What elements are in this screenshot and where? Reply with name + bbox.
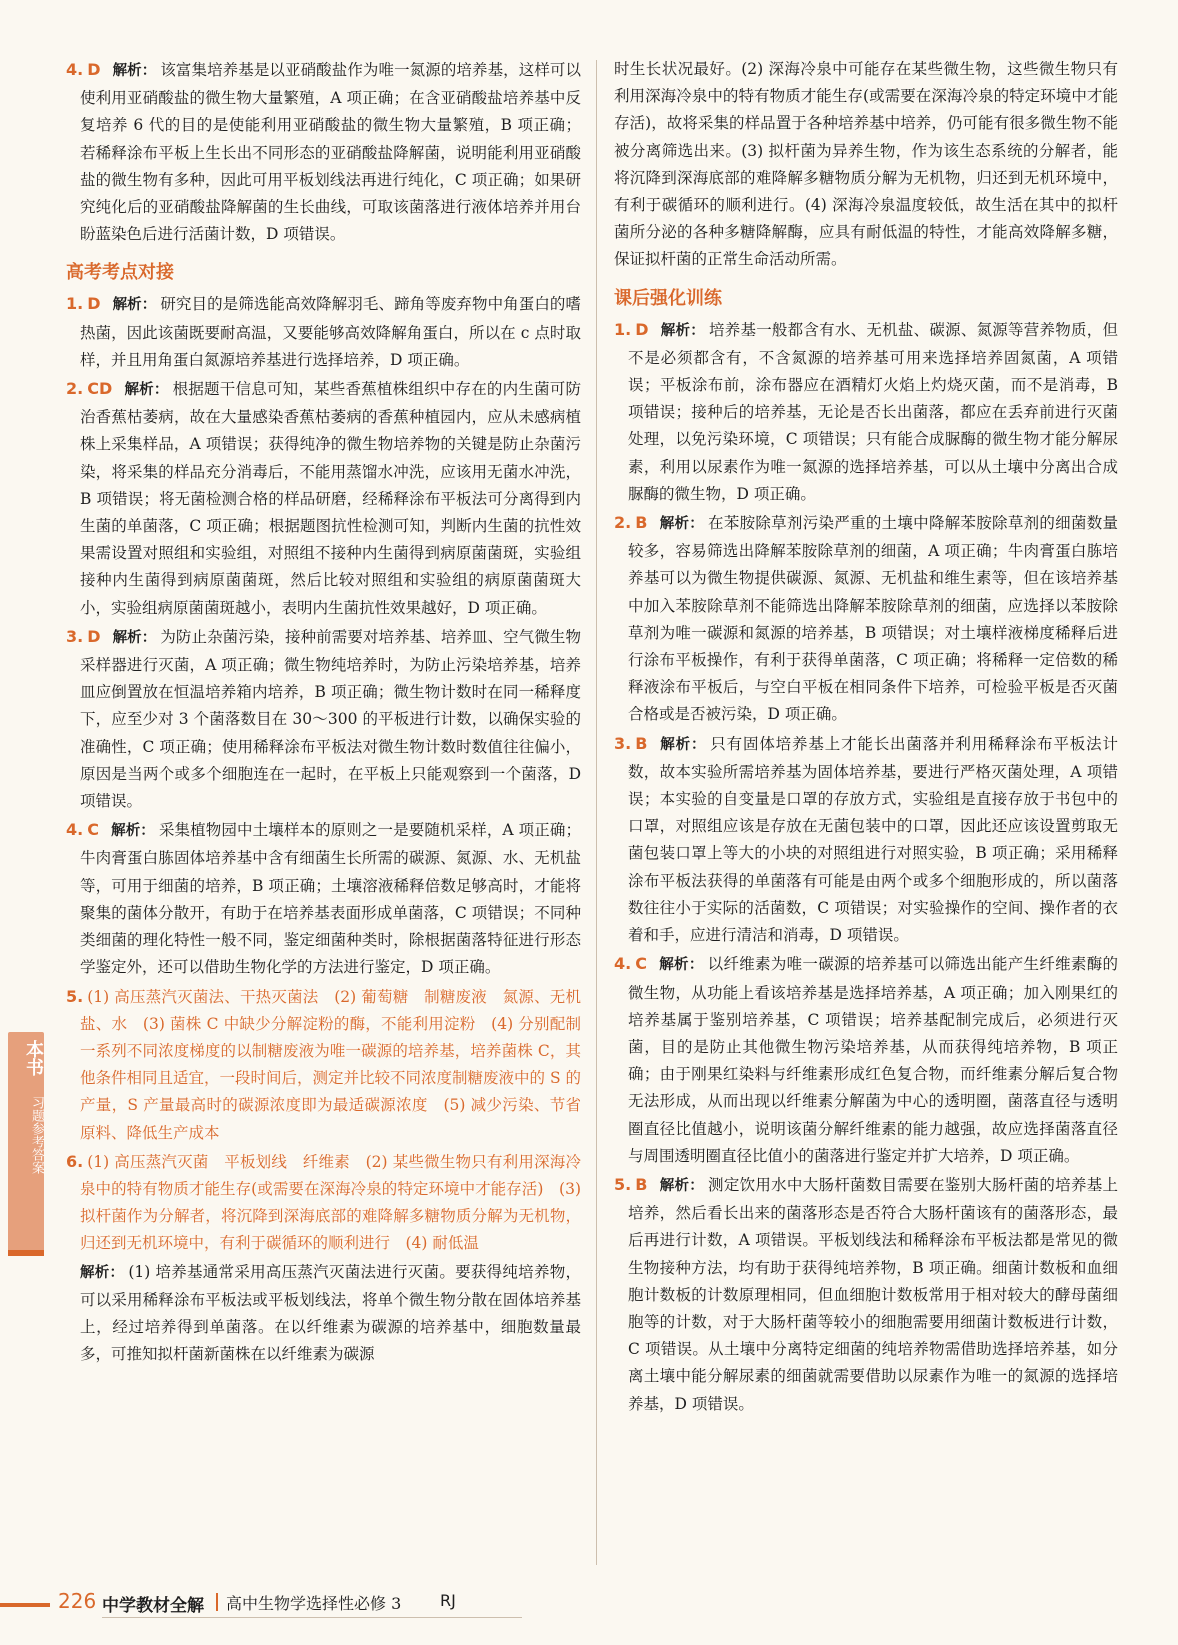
answer-item [614,509,1118,729]
item-text: 测定饮用水中大肠杆菌数目需要在鉴别大肠杆菌的培养基上培养，然后看长出来的菌落形态是否符合大肠杆菌该有的菌落形态，最后再进行计数，A 项错误。平板划线法和稀释涂布平板法都是常见的微生物接种方法，均有助于获得纯培养物，B 项正确。细菌计数板和血细胞计数板的计数原理相同，但血细胞计数板常用于相对较大的酵母菌细胞等的计数，对于大肠杆菌等较小的细胞需要用细菌计数板进行计数，C 项错误。从土壤中分离特定细菌的纯培养物需借助选择培养基，如分离土壤中能分解尿素的细菌就需要借助以尿素作为唯一的氮源的选择培养基，D 项错误。 [628,1175,1118,1413]
item-answer: D [87,60,101,79]
item-text: 研究目的是筛选能高效降解羽毛、蹄角等废弃物中角蛋白的嗜热菌，因此该菌既要耐高温，又要能够高效降解角蛋白，所以在 c 点时取样，并且用角蛋白氮源培养基进行选择培养，D 项正确。 [80,295,581,369]
side-tab-subtitle: 习题参考答案 [29,1096,44,1174]
answer-item [66,375,581,622]
item-label: 解析： [112,297,157,314]
answer-item [614,730,1118,950]
item-number: 6. [66,1151,84,1171]
item-number: 3. [66,626,84,646]
item-text: 以纤维素为唯一碳源的培养基可以筛选出能产生纤维素酶的微生物，从功能上看该培养基是选择培养基，A 项正确；加入刚果红的培养基属于鉴别培养基，C 项错误；培养基配制完成后，必须进行灭菌，目的是防止其他微生物污染培养基，从而获得纯培养物，B 项正确；由于刚果红染料与纤维素形成红色复合物，而纤维素分解后复合物无法形成，从而出现以纤维素分解菌为中心的透明圈，菌落直径与透明圈直径比值越小，说明该菌分解纤维素的能力越强，故应选择菌落直径与周围透明圈直径比值小的菌落进行鉴定并扩大培养，D 项正确。 [628,955,1118,1165]
item-label: 解析： [110,823,155,840]
item-number: 2. [66,379,84,399]
answer-item [66,290,581,374]
item-text: 根据题干信息可知，某些香蕉植株组织中存在的内生菌可防治香蕉枯萎病，故在大量感染香蕉枯萎病的香蕉种植园内，应从未感病植株上采集样品，A 项错误；获得纯净的微生物培养物的关键是防止杂菌污染，将采集的样品充分消毒后，不能用蒸馏水冲洗，应该用无菌水冲洗，B 项错误；将无菌检测合格的样品研磨，经稀释涂布平板法可分离得到内生菌的单菌落，C 项正确；根据题图抗性检测可知，判断内生菌的抗性效果需设置对照组和实验组，对照组不接种内生菌得到病原菌菌斑，实验组接种内生菌得到病原菌菌斑，然后比较对照组和实验组的病原菌菌斑大小，实验组病原菌菌斑越小，表明内生菌抗性效果越好，D 项正确。 [80,380,582,617]
item-number: 1. [66,294,84,314]
right-column [614,56,1118,1419]
answer-item [66,56,581,248]
page-number: 226 [58,1589,97,1613]
item-text: 该富集培养基是以亚硝酸盐作为唯一氮源的培养基，这样可以使利用亚硝酸盐的微生物大量繁殖，A 项正确；在含亚硝酸盐培养基中反复培养 6 代的目的是使能利用亚硝酸盐的微生物大量繁殖，B 项正确；若稀释涂布平板上生长出不同形态的亚硝酸盐降解菌，说明能利用亚硝酸盐的微生物有多种，因此可用平板划线法再进行纯化，C 项正确；如果研究纯化后的亚硝酸盐降解菌的生长曲线，可取该菌落进行液体培养并用台盼蓝染色后进行活菌计数，D 项错误。 [80,61,581,244]
item-number: 4. [66,820,84,840]
footer-separator [216,1593,218,1611]
item-number: 4. [66,60,84,79]
item-answer: C [87,820,99,840]
item-answer: CD [87,379,113,399]
edition-code: RJ [440,1591,456,1610]
item-text: (1) 培养基通常采用高压蒸汽灭菌法进行灭菌。要获得纯培养物，可以采用稀释涂布平板法或平板划线法，将单个微生物分散在固体培养基上，经过培养得到单菌落。在以纤维素为碳源的培养基中，细胞数量最多，可推知拟杆菌新菌株在以纤维素为碳源 [80,1262,581,1364]
answer-item [614,950,1118,1170]
item-number: 5. [614,1174,632,1194]
answer-item [66,1148,581,1258]
footer-accent-bar [0,1603,50,1607]
item-text: 时生长状况最好。(2) 深海冷泉中可能存在某些微生物，这些微生物只有利用深海冷泉中的特有物质才能生存(或需要在深海冷泉的特定环境中才能存活)，故将采集的样品置于各种培养基中培养，仍可能有很多微生物不能被分离筛选出来。(3) 拟杆菌为异养生物，作为该生态系统的分解者，能将沉降到深海底部的难降解多糖物质分解为无机物，归还到无机环境中，有利于碳循环的顺利进行。(4) 深海冷泉温度较低，故生活在其中的拟杆菌所分泌的各种多糖降解酶，应具有耐低温的特性，才能高效降解多糖，保证拟杆菌的正常生命活动所需。 [614,60,1118,269]
item-label: 解析： [659,516,705,533]
left-column [66,56,581,1369]
item-label: 解析： [124,382,169,399]
item-text: 只有固体培养基上才能长出菌落并利用稀释涂布平板法计数，故本实验所需培养基为固体培养基，要进行严格灭菌处理，A 项错误；本实验的自变量是口罩的存放方式，实验组是直接存放于书包中的口罩，对照组应该是存放在无菌包装中的口罩，因此还应该设置剪取无菌包装口罩上等大的小块的对照组进行对照实验，B 项正确；采用稀释涂布平板法获得的单菌落有可能是由两个或多个细胞形成的，所以菌落数往往小于实际的活菌数，C 项错误；对实验操作的空间、操作者的衣着和手，应进行清洁和消毒，D 项错误。 [628,734,1118,945]
analysis-paragraph [66,1259,581,1369]
item-answer: B [635,733,648,753]
item-answer: D [635,319,649,339]
answer-item [66,816,581,981]
item-label: 解析： [80,1264,125,1281]
item-answer: D [87,294,101,314]
answer-item [614,1171,1118,1418]
footer-rule [102,1617,522,1618]
item-number: 3. [614,733,632,753]
section-heading: 课后强化训练 [614,287,722,309]
page-footer [0,1585,1178,1625]
item-label: 解析： [112,63,157,79]
item-label: 解析： [658,957,704,974]
item-answer: D [87,626,101,646]
item-text: 在苯胺除草剂污染严重的土壤中降解苯胺除草剂的细菌数量较多，容易筛选出降解苯胺除草剂的细菌，A 项正确；牛肉膏蛋白胨培养基可以为微生物提供碳源、氮源、无机盐和维生素等，但在该培养基中加入苯胺除草剂不能筛选出降解苯胺除草剂的细菌，应选择以苯胺除草剂为唯一碳源和氮源的培养基，B 项错误；对土壤样液梯度稀释后进行涂布平板操作，有利于获得单菌落，C 项正确；将稀释一定倍数的稀释液涂布平板后，与空白平板在相同条件下培养，可检验平板是否灭菌合格或是否被污染，D 项正确。 [628,514,1118,724]
answer-item [66,623,581,815]
item-answer: C [635,954,647,974]
item-number: 4. [614,954,632,974]
item-label: 解析： [660,322,705,339]
side-tab-title: 本书 [23,1040,44,1076]
answer-item [66,983,581,1147]
item-label: 解析： [112,629,157,646]
answer-item [614,316,1118,508]
column-divider [596,60,597,1565]
item-text: (1) 高压蒸汽灭菌法、干热灭菌法 (2) 葡萄糖 制糖废液 氮源、无机盐、水 (3) 菌株 C 中缺少分解淀粉的酶，不能利用淀粉 (4) 分别配制一系列不同浓度梯度的以制糖废液为唯一碳源的培养基，培养菌株 C，其他条件相同且适宜，一段时间后，测定并比较不同浓度制糖废液中的 S 的产量，S 产量最高时的碳源浓度即为最适碳源浓度 (5) 减少污染、节省原料、降低生产成本 [80,987,581,1142]
item-text: 培养基一般都含有水、无机盐、碳源、氮源等营养物质，但不是必须都含有，不含氮源的培养基可用来选择培养固氮菌，A 项错误；平板涂布前，涂布器应在酒精灯火焰上灼烧灭菌，而不是消毒，B 项错误；接种后的培养基，无论是否长出菌落，都应在丢弃前进行灭菌处理，以免污染环境，C 项错误；只有能合成脲酶的微生物才能分解尿素，利用以尿素作为唯一氮源的选择培养基，可以从土壤中分离出合成脲酶的微生物，D 项正确。 [628,320,1118,503]
continuation-paragraph [614,56,1118,274]
item-label: 解析： [659,1177,705,1194]
subject-title: 高中生物学选择性必修 3 [226,1594,402,1613]
book-title: 中学教材全解 [102,1596,204,1616]
item-number: 1. [614,319,632,339]
item-answer: B [635,513,648,533]
item-text: 为防止杂菌污染，接种前需要对培养基、培养皿、空气微生物采样器进行灭菌，A 项正确；微生物纯培养时，为防止污染培养基，培养皿应倒置放在恒温培养箱内培养，B 项正确；微生物计数时在同一稀释度下，应至少对 3 个菌落数目在 30～300 的平板进行计数，以确保实验的准确性，C 项正确；使用稀释涂布平板法对微生物计数时数值往往偏小，原因是当两个或多个细胞连在一起时，在平板上只能观察到一个菌落，D 项错误。 [80,627,581,811]
side-tab [8,1032,44,1254]
item-number: 2. [614,513,632,533]
item-number: 5. [66,986,84,1006]
item-label: 解析： [659,736,707,753]
item-text: 采集植物园中土壤样本的原则之一是要随机采样，A 项正确；牛肉膏蛋白胨固体培养基中含有细菌生长所需的碳源、氮源、水、无机盐等，可用于细菌的培养，B 项正确；土壤溶液稀释倍数足够高时，才能将聚集的菌体分散开，有助于在培养基表面形成单菌落，C 项错误；不同种类细菌的理化特性一般不同，鉴定细菌种类时，除根据菌落特征进行形态学鉴定外，还可以借助生物化学的方法进行鉴定，D 项正确。 [80,821,582,977]
item-text: (1) 高压蒸汽灭菌 平板划线 纤维素 (2) 某些微生物只有利用深海冷泉中的特有物质才能生存(或需要在深海冷泉的特定环境中才能存活) (3) 拟杆菌作为分解者，将沉降到深海底部的难降解多糖物质分解为无机物，归还到无机环境中，有利于碳循环的顺利进行 (4) 耐低温 [80,1152,581,1253]
section-heading: 高考考点对接 [66,262,174,284]
side-tab-underline [8,1250,44,1256]
item-answer: B [635,1174,648,1194]
